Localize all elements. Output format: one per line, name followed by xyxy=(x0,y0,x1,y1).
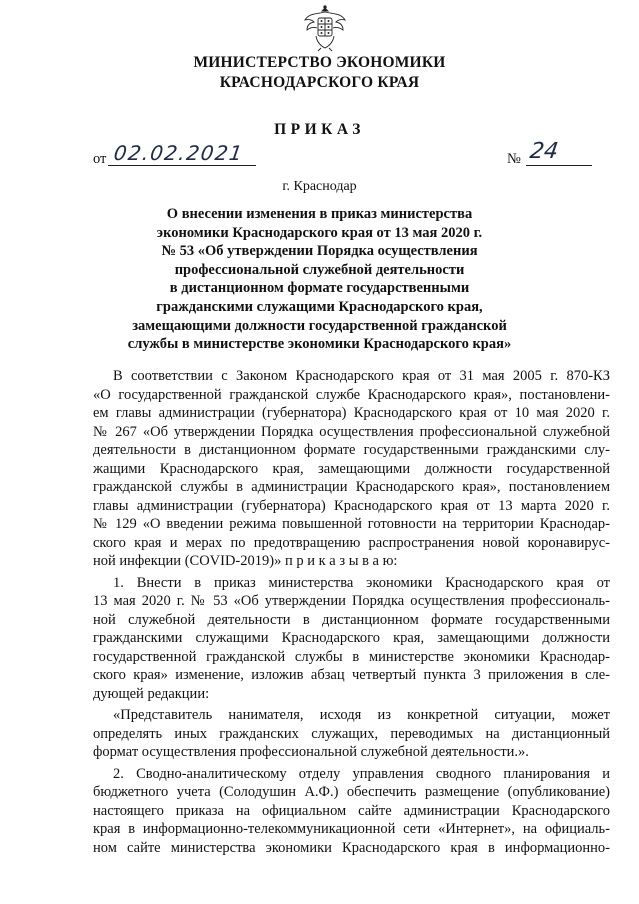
body-line: деятельности в дистанционном формате государственными гражданскими слу- xyxy=(93,442,610,458)
subject-line: профессиональной служебной деятельности xyxy=(174,261,465,278)
paragraph-item-2 xyxy=(93,765,610,858)
body-line: ной служебной деятельности в дистанционном формате государственными xyxy=(93,611,610,628)
body-line: главы администрации (губернатора) Краснодарского края от 13 марта 2020 г. xyxy=(93,497,610,514)
coat-of-arms-emblem xyxy=(303,4,347,52)
paragraph-quote xyxy=(93,706,610,762)
ministry-name-line-1: МИНИСТЕРСТВО ЭКОНОМИКИ xyxy=(193,54,446,71)
body-line: ского края и мерах по предотвращению распространения новой коронавирус- xyxy=(93,534,610,551)
body-line: 1. Внести в приказ министерства экономики Краснодарского края от xyxy=(113,574,610,591)
subject-line: замещающими должности государственной гражданской xyxy=(132,317,507,334)
body-line: формат осуществления профессиональной служебной деятельности.». xyxy=(93,744,529,760)
body-line: № 129 «О введении режима повышенной готовности на территории Краснодар- xyxy=(93,516,610,532)
body-line: «Представитель нанимателя, исходя из конкретной ситуации, может xyxy=(113,707,610,723)
body-line: дующей редакции: xyxy=(93,685,210,702)
number-prefix: № xyxy=(507,151,521,167)
body-line: бюджетного учета (Солодушин А.Ф.) обеспечить размещение (опубликование) xyxy=(93,784,610,800)
body-line: ном сайте министерства экономики Краснодарского края в информационно- xyxy=(93,839,610,856)
body-line: гражданскими служащими Краснодарского края, замещающими должности xyxy=(93,630,610,646)
body-line: настоящего приказа на официальном сайте администрации Краснодарского xyxy=(93,802,610,819)
subject-line: № 53 «Об утверждении Порядка осуществления xyxy=(161,243,478,260)
subject-line: службы в министерстве экономики Краснодарского края» xyxy=(127,336,512,353)
order-body xyxy=(93,367,610,857)
body-line: ского края» изменение, изложив абзац четвертый пункта 3 приложения в сле- xyxy=(93,667,610,683)
date-underline xyxy=(108,165,256,166)
body-line: 2. Сводно-аналитическому отделу управления сводного планирования и xyxy=(113,765,610,782)
subject-line: в дистанционном формате государственными xyxy=(169,280,470,297)
body-line: края в информационно-телекоммуникационной сети «Интернет», на официаль- xyxy=(93,821,610,837)
body-line: 13 мая 2020 г. № 53 «Об утверждении Порядка осуществления профессиональ- xyxy=(93,593,610,609)
paragraph-item-1 xyxy=(93,574,610,704)
body-line: ем главы администрации (губернатора) Краснодарского края от 10 мая 2020 г. xyxy=(93,405,610,421)
body-line: жащими Краснодарского края, замещающими должности государственной xyxy=(93,460,610,477)
subject-line: О внесении изменения в приказ министерства xyxy=(166,206,473,222)
body-line: № 267 «Об утверждении Порядка осуществления профессиональной служебной xyxy=(93,423,610,440)
body-line: ной инфекции (COVID-2019)» п р и к а з ы в а ю: xyxy=(93,553,398,569)
date-prefix: от xyxy=(93,151,107,167)
subject-line: гражданскими служащими Краснодарского края, xyxy=(156,298,483,315)
body-line: В соответствии с Законом Краснодарского края от 31 мая 2005 г. 870-КЗ xyxy=(113,368,610,384)
subject-line: экономики Краснодарского края от 13 мая 2020 г. xyxy=(156,224,483,241)
body-line: «О государственной гражданской службе Краснодарского края», постановлени- xyxy=(93,386,610,403)
body-line: определять иных гражданских служащих, переводимых на дистанционный xyxy=(93,725,610,742)
handwritten-date: 02.02.2021 xyxy=(112,141,246,165)
city-name: г. Краснодар xyxy=(282,179,357,194)
number-underline xyxy=(526,165,592,166)
document-type-title: ПРИКАЗ xyxy=(274,121,365,138)
ministry-name-line-2: КРАСНОДАРСКОГО КРАЯ xyxy=(219,74,420,91)
body-line: гражданской службы в администрации Краснодарского края», постановлением xyxy=(93,479,610,495)
body-line: государственной гражданской службы в министерстве экономики Краснодар- xyxy=(93,648,610,665)
paragraph-preamble xyxy=(93,367,610,571)
order-subject xyxy=(0,205,639,354)
handwritten-number: 24 xyxy=(528,139,560,164)
